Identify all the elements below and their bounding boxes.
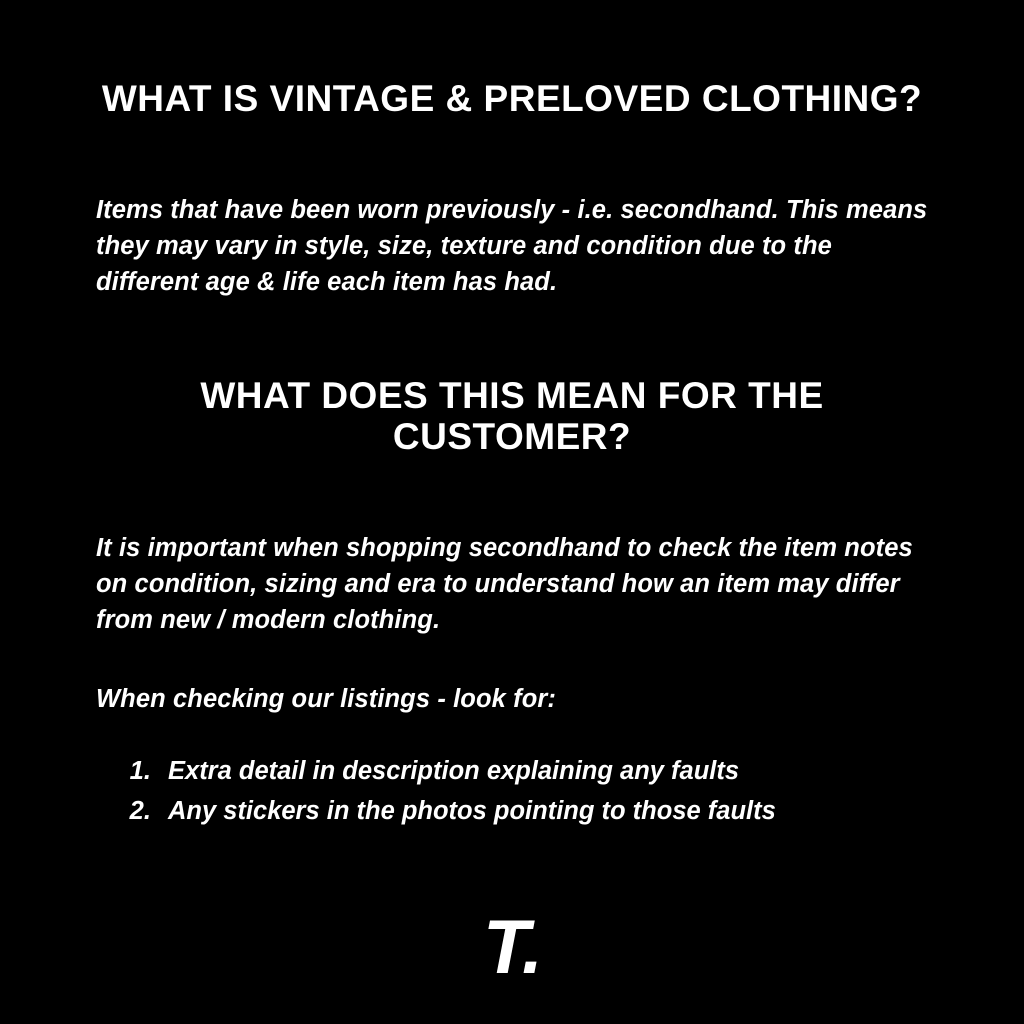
logo-wordmark: T. xyxy=(483,905,541,990)
list-item: 1. Extra detail in description explaining any faults xyxy=(158,752,928,790)
paragraph-definition: Items that have been worn previously - i.e. secondhand. This means they may vary in style, size, texture and condition due to the different age & life each item has had. xyxy=(96,196,928,297)
brand-logo xyxy=(0,905,1024,990)
list-item: 2. Any stickers in the photos pointing to those faults xyxy=(158,792,928,830)
faults-checklist xyxy=(96,752,928,833)
paragraph-look-for: When checking our listings - look for: xyxy=(96,685,556,713)
page-title: WHAT IS VINTAGE & PRELOVED CLOTHING? xyxy=(101,78,923,119)
section-heading-customer: WHAT DOES THIS MEAN FOR THE CUSTOMER? xyxy=(200,375,824,458)
paragraph-customer-guidance: It is important when shopping secondhand to check the item notes on condition, sizing and era to understand how an item may differ from new / modern clothing. xyxy=(96,534,913,635)
